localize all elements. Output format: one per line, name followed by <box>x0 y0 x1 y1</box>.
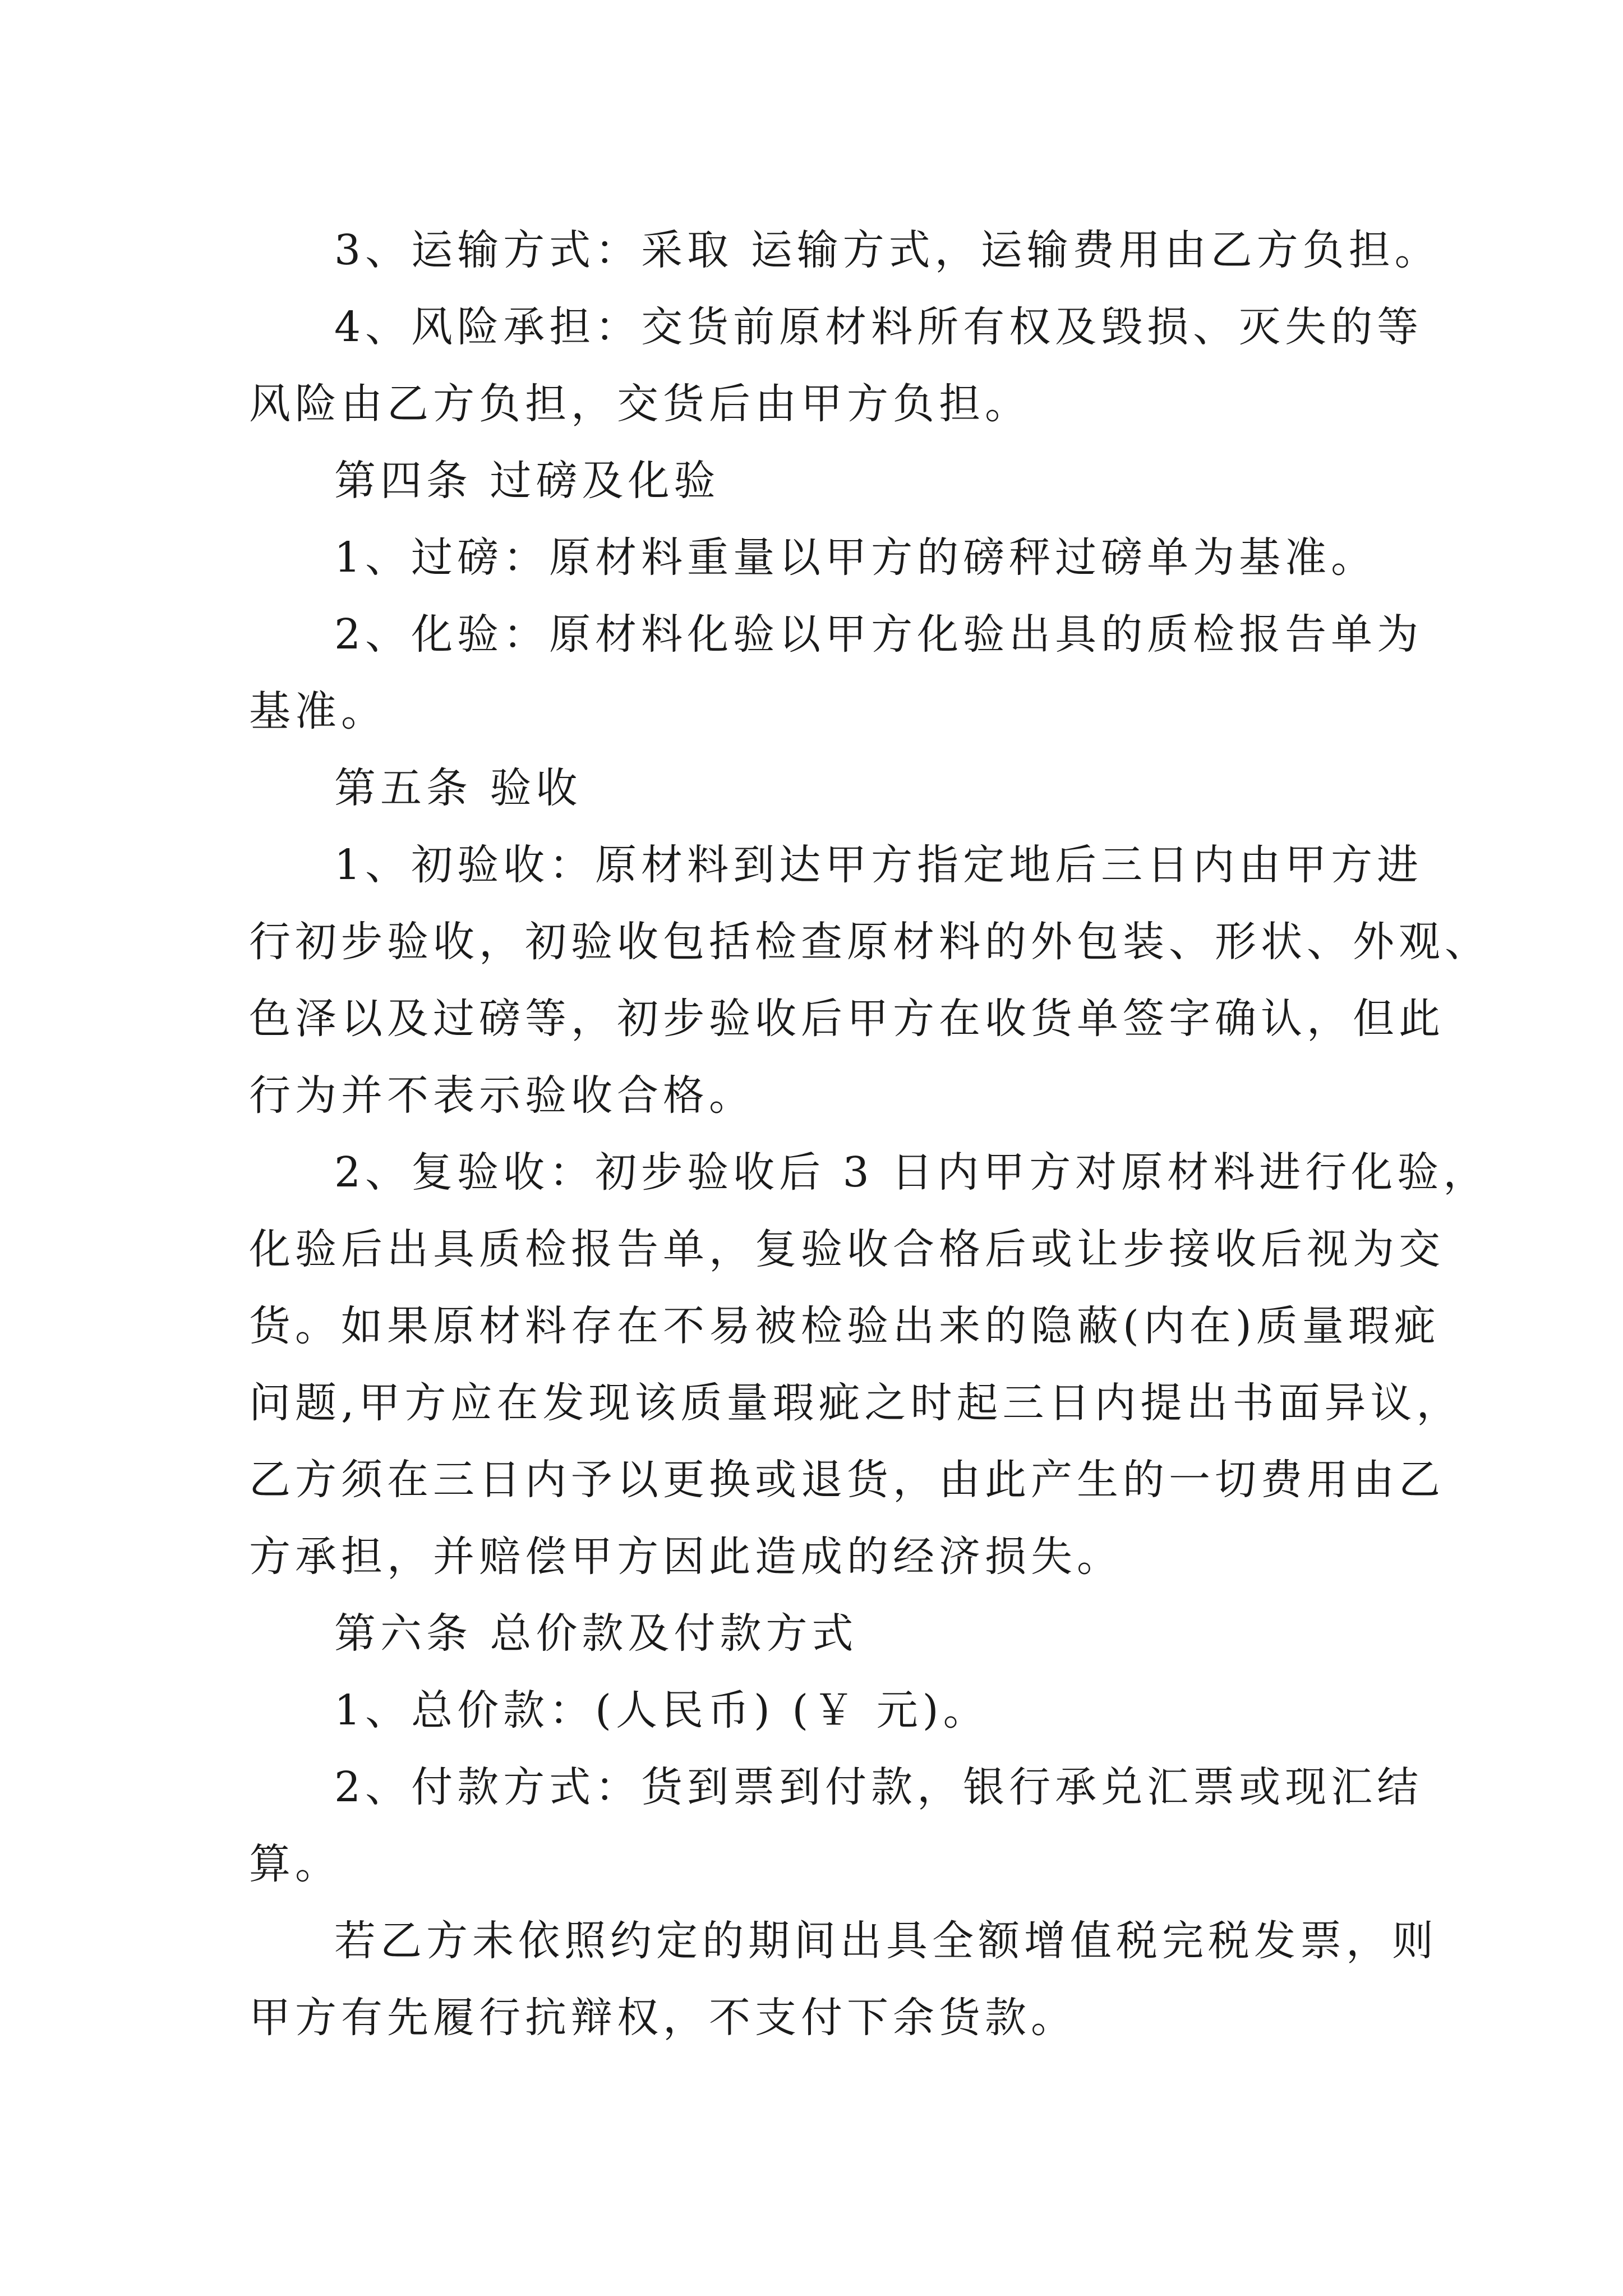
text-line: 乙方须在三日内予以更换或退货，由此产生的一切费用由乙 <box>249 1456 1445 1504</box>
text-line: 行为并不表示验收合格。 <box>249 1071 755 1120</box>
section-heading: 第五条 验收 <box>334 764 582 812</box>
text-line: 货。如果原材料存在不易被检验出来的隐蔽(内在)质量瑕疵 <box>249 1302 1440 1350</box>
text-line: 4、风险承担：交货前原材料所有权及毁损、灭失的等 <box>334 303 1423 351</box>
text-line: 基准。 <box>249 687 387 735</box>
text-line: 行初步验收，初验收包括检查原材料的外包装、形状、外观、 <box>249 918 1491 966</box>
text-line: 1、过磅：原材料重量以甲方的磅秤过磅单为基准。 <box>334 533 1377 582</box>
text-line: 算。 <box>249 1840 341 1888</box>
document-body <box>249 212 1491 2056</box>
text-line: 2、复验收：初步验收后 3 日内甲方对原材料进行化验， <box>334 1148 1490 1197</box>
text-line: 3、运输方式：采取 运输方式，运输费用由乙方负担。 <box>334 226 1441 274</box>
text-line: 1、初验收：原材料到达甲方指定地后三日内由甲方进 <box>334 841 1423 889</box>
text-line: 风险由乙方负担，交货后由甲方负担。 <box>249 380 1031 428</box>
text-line: 化验后出具质检报告单，复验收合格后或让步接收后视为交 <box>249 1225 1445 1273</box>
text-line: 若乙方未依照约定的期间出具全额增值税完税发票，则 <box>334 1917 1438 1965</box>
text-line: 1、总价款：(人民币) (￥ 元)。 <box>334 1686 989 1734</box>
text-line: 2、化验：原材料化验以甲方化验出具的质检报告单为 <box>334 610 1423 659</box>
text-line: 方承担，并赔偿甲方因此造成的经济损失。 <box>249 1533 1123 1581</box>
section-heading: 第六条 总价款及付款方式 <box>334 1609 858 1658</box>
text-line: 2、付款方式：货到票到付款，银行承兑汇票或现汇结 <box>334 1763 1423 1811</box>
text-line: 问题,甲方应在发现该质量瑕疵之时起三日内提出书面异议， <box>249 1379 1463 1427</box>
text-line: 甲方有先履行抗辩权，不支付下余货款。 <box>249 1994 1077 2042</box>
text-line: 色泽以及过磅等，初步验收后甲方在收货单签字确认，但此 <box>249 995 1445 1043</box>
section-heading: 第四条 过磅及化验 <box>334 457 720 505</box>
